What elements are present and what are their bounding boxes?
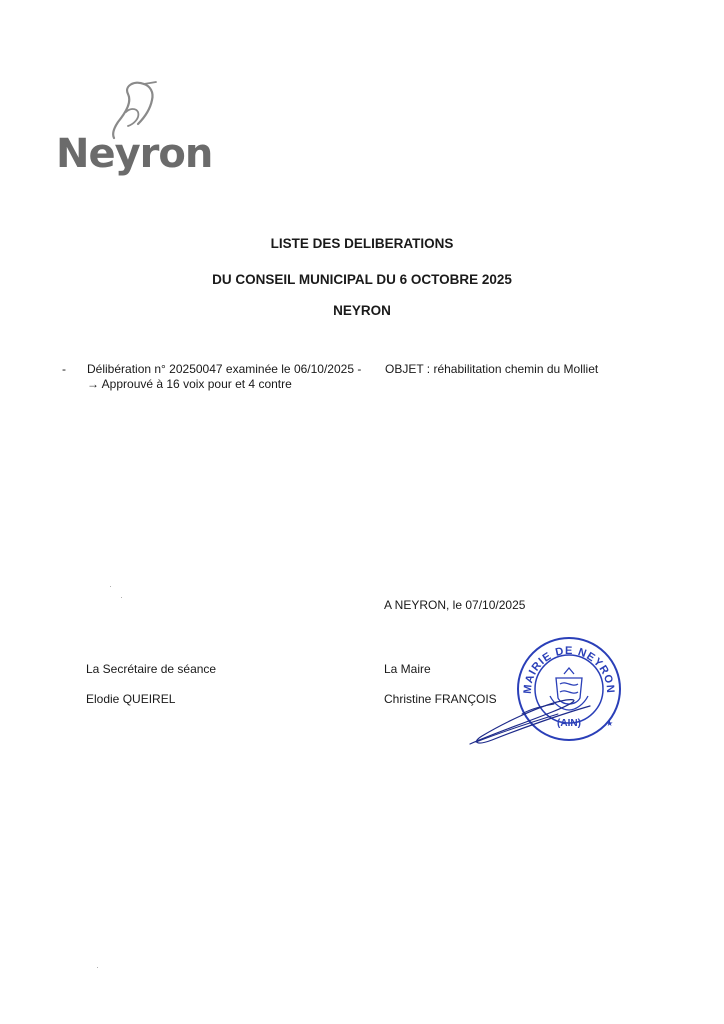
secretary-name: Elodie QUEIREL [86, 692, 176, 706]
list-bullet: - [62, 362, 66, 376]
mayor-name: Christine FRANÇOIS [384, 692, 497, 706]
place-date: A NEYRON, le 07/10/2025 [384, 598, 526, 612]
neyron-logo [56, 78, 216, 178]
scan-speck [121, 597, 122, 598]
document-subtitle: DU CONSEIL MUNICIPAL DU 6 OCTOBRE 2025 [212, 272, 512, 287]
logo-wordmark: Neyron [56, 131, 213, 177]
secretary-block [86, 654, 216, 714]
document-title: LISTE DES DELIBERATIONS [270, 236, 454, 251]
star-icon: ★ [606, 719, 614, 728]
handwritten-signature [462, 684, 612, 754]
scan-speck [110, 586, 111, 587]
stamp-top-text: MAIRIE DE NEYRON [521, 644, 617, 695]
secretary-role: La Secrétaire de séance [86, 662, 217, 676]
mayor-role: La Maire [384, 662, 431, 676]
document-commune: NEYRON [333, 303, 391, 318]
deliberation-reference: Délibération n° 20250047 examinée le 06/10/2025 - [87, 362, 362, 376]
stamp-bottom-text: (AIN) [557, 718, 581, 729]
deliberation-result: → Approuvé à 16 voix pour et 4 contre [87, 377, 292, 391]
deliberation-objet: OBJET : réhabilitation chemin du Molliet [385, 362, 599, 376]
scan-speck [97, 967, 98, 968]
